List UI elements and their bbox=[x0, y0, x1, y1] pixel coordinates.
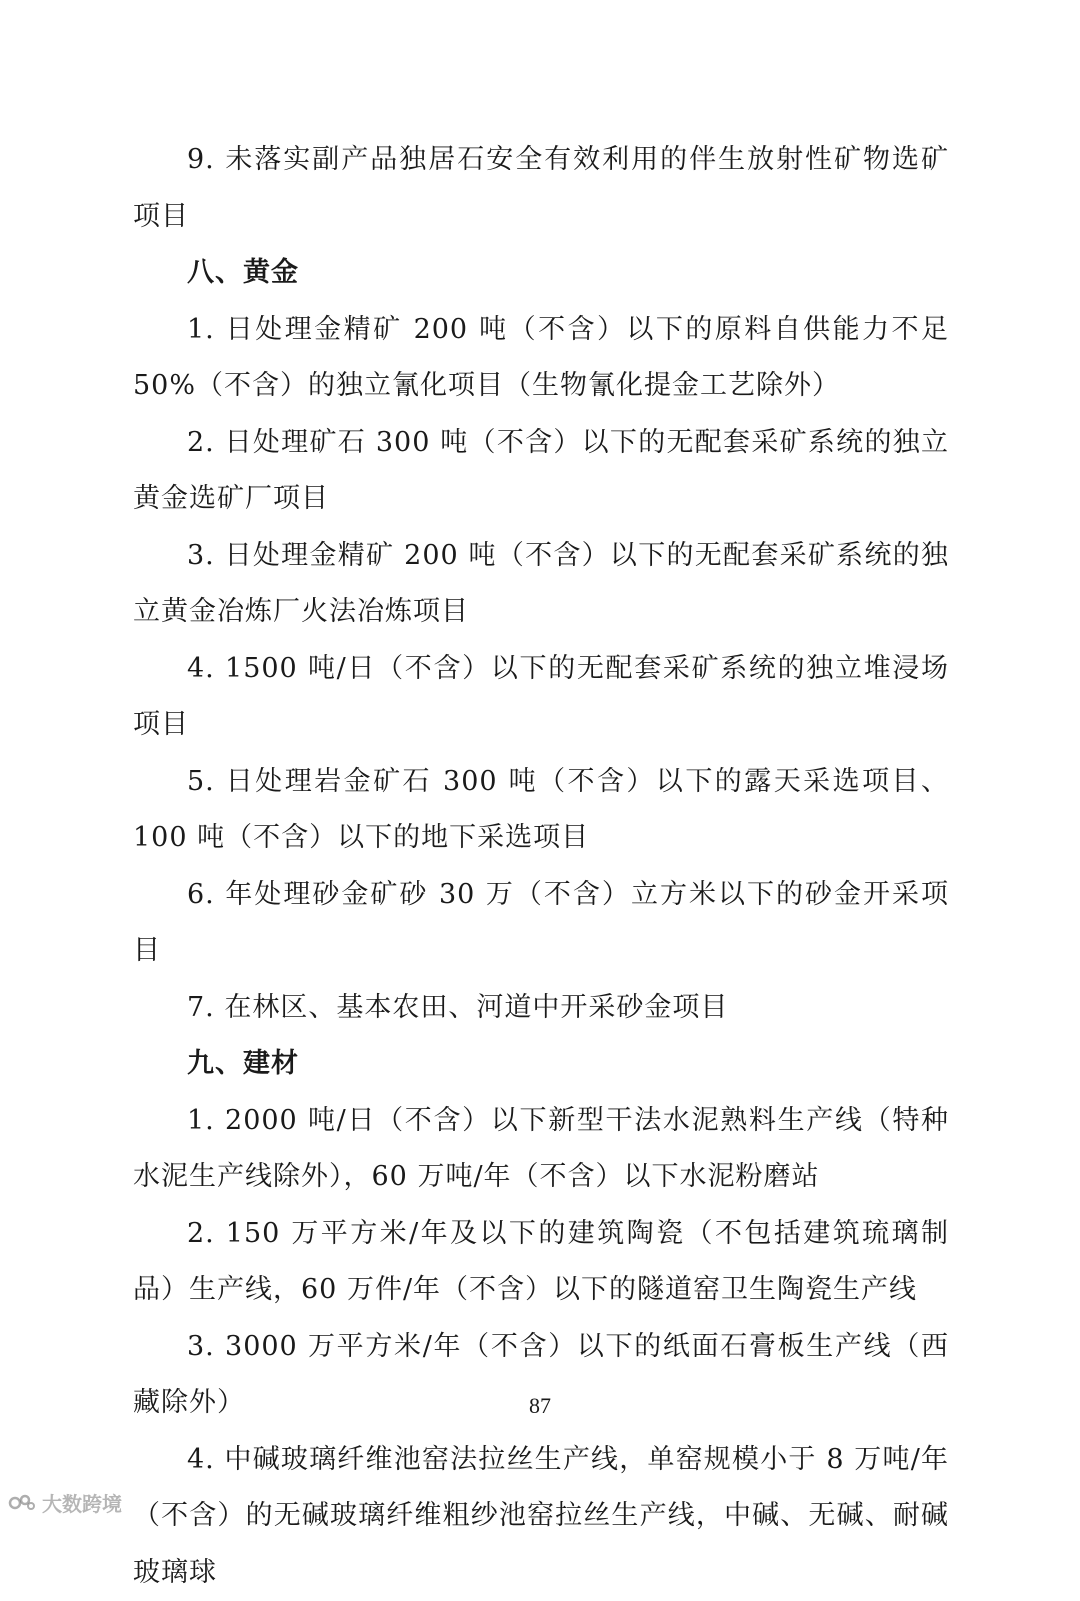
section-heading: 九、建材 bbox=[133, 1036, 949, 1093]
watermark bbox=[8, 1488, 122, 1517]
section-heading: 八、黄金 bbox=[133, 245, 949, 302]
paragraph: 3. 日处理金精矿 200 吨（不含）以下的无配套采矿系统的独立黄金冶炼厂火法冶炼项目 bbox=[133, 528, 949, 641]
paragraph: 7. 在林区、基本农田、河道中开采砂金项目 bbox=[133, 980, 949, 1037]
paragraph: 3. 3000 万平方米/年（不含）以下的纸面石膏板生产线（西藏除外） bbox=[133, 1319, 949, 1432]
brand-logo-icon bbox=[8, 1492, 36, 1514]
paragraph: 9. 未落实副产品独居石安全有效利用的伴生放射性矿物选矿项目 bbox=[133, 132, 949, 245]
paragraph: 1. 2000 吨/日（不含）以下新型干法水泥熟料生产线（特种水泥生产线除外），60 万吨/年（不含）以下水泥粉磨站 bbox=[133, 1093, 949, 1206]
paragraph: 2. 日处理矿石 300 吨（不含）以下的无配套采矿系统的独立黄金选矿厂项目 bbox=[133, 415, 949, 528]
paragraph: 4. 1500 吨/日（不含）以下的无配套采矿系统的独立堆浸场项目 bbox=[133, 641, 949, 754]
watermark-text: 大数跨境 bbox=[42, 1488, 122, 1517]
document-body bbox=[133, 132, 949, 1601]
paragraph: 5. 日处理岩金矿石 300 吨（不含）以下的露天采选项目、100 吨（不含）以下的地下采选项目 bbox=[133, 754, 949, 867]
paragraph: 4. 中碱玻璃纤维池窑法拉丝生产线，单窑规模小于 8 万吨/年（不含）的无碱玻璃纤维粗纱池窑拉丝生产线，中碱、无碱、耐碱玻璃球 bbox=[133, 1432, 949, 1601]
paragraph: 6. 年处理砂金矿砂 30 万（不含）立方米以下的砂金开采项目 bbox=[133, 867, 949, 980]
paragraph: 1. 日处理金精矿 200 吨（不含）以下的原料自供能力不足 50%（不含）的独立氰化项目（生物氰化提金工艺除外） bbox=[133, 302, 949, 415]
page-number: 87 bbox=[0, 1393, 1080, 1419]
paragraph: 2. 150 万平方米/年及以下的建筑陶瓷（不包括建筑琉璃制品）生产线，60 万件/年（不含）以下的隧道窑卫生陶瓷生产线 bbox=[133, 1206, 949, 1319]
